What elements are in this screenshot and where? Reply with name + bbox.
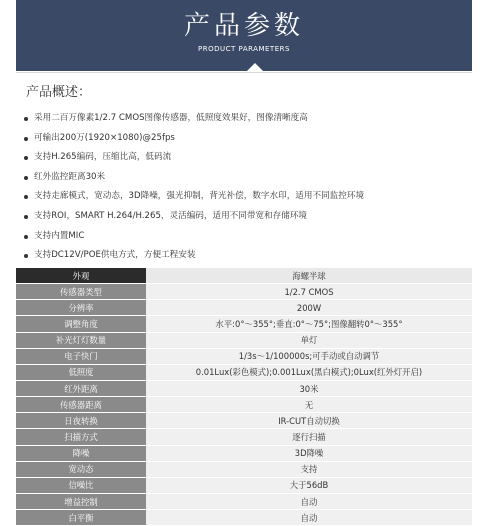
spec-key: 日夜转换 xyxy=(16,413,146,429)
overview-heading: 产品概述： xyxy=(26,85,92,100)
spec-value: 3D降噪 xyxy=(146,445,472,461)
feature-list xyxy=(22,109,472,266)
feature-item: 红外监控距离30米 xyxy=(22,168,472,188)
spec-key: 降噪 xyxy=(16,445,146,461)
divider xyxy=(16,72,472,73)
table-row xyxy=(16,445,472,461)
spec-table xyxy=(16,268,472,526)
spec-key: 白平衡 xyxy=(16,510,146,526)
feature-item: 支持内置MIC xyxy=(22,227,472,247)
table-row xyxy=(16,493,472,509)
spec-value: 1/2.7 CMOS xyxy=(146,284,472,300)
spec-key: 宽动态 xyxy=(16,461,146,477)
table-row xyxy=(16,413,472,429)
spec-key: 扫描方式 xyxy=(16,429,146,445)
page-title: 产品参数 xyxy=(183,11,304,41)
spec-value: 逐行扫描 xyxy=(146,429,472,445)
spec-key: 外观 xyxy=(16,268,146,284)
spec-value: 支持 xyxy=(146,461,472,477)
spec-key: 分辨率 xyxy=(16,300,146,316)
table-row xyxy=(16,284,472,300)
spec-key: 传感器类型 xyxy=(16,284,146,300)
table-row xyxy=(16,380,472,396)
header-banner xyxy=(16,0,472,71)
table-row xyxy=(16,268,472,284)
spec-value: 自动 xyxy=(146,493,472,509)
table-row xyxy=(16,316,472,332)
table-row xyxy=(16,477,472,493)
table-row xyxy=(16,397,472,413)
spec-value: 大于56dB xyxy=(146,477,472,493)
overview-section xyxy=(22,84,472,266)
spec-value: 水平:0°～355°;垂直:0°～75°;图像翻转0°～355° xyxy=(146,316,472,332)
spec-key: 传感器距离 xyxy=(16,397,146,413)
spec-value: 0.01Lux(彩色模式);0.001Lux(黑白模式);0Lux(红外灯开启) xyxy=(146,364,472,380)
spec-key: 增益控制 xyxy=(16,493,146,509)
table-row xyxy=(16,348,472,364)
spec-value: 1/3s～1/100000s;可手动或自动调节 xyxy=(146,348,472,364)
spec-key: 调整角度 xyxy=(16,316,146,332)
feature-item: 可输出200万(1920×1080)@25fps xyxy=(22,129,472,149)
spec-key: 补光灯灯数量 xyxy=(16,332,146,348)
table-row xyxy=(16,332,472,348)
spec-key: 低照度 xyxy=(16,364,146,380)
spec-value: 单灯 xyxy=(146,332,472,348)
spec-value: 海螺半球 xyxy=(146,268,472,284)
spec-key: 信噪比 xyxy=(16,477,146,493)
spec-key: 红外距离 xyxy=(16,380,146,396)
spec-value: 自动 xyxy=(146,510,472,526)
table-row xyxy=(16,300,472,316)
spec-key: 电子快门 xyxy=(16,348,146,364)
spec-value: 30米 xyxy=(146,380,472,396)
spec-value: 无 xyxy=(146,397,472,413)
table-row xyxy=(16,364,472,380)
table-row xyxy=(16,510,472,526)
feature-item: 支持ROI，SMART H.264/H.265，灵活编码，适用不同带宽和存储环境 xyxy=(22,207,472,227)
page-subtitle: PRODUCT PARAMETERS xyxy=(198,45,290,53)
feature-item: 支持H.265编码，压缩比高，低码流 xyxy=(22,148,472,168)
spec-value: 200W xyxy=(146,300,472,316)
table-row xyxy=(16,429,472,445)
spec-value: IR-CUT自动切换 xyxy=(146,413,472,429)
feature-item: 支持走廊模式，宽动态，3D降噪，强光抑制，背光补偿，数字水印，适用不同监控环境 xyxy=(22,187,472,207)
table-row xyxy=(16,461,472,477)
banner-notch xyxy=(246,63,264,72)
feature-item: 采用二百万像素1/2.7 CMOS图像传感器，低照度效果好，图像清晰度高 xyxy=(22,109,472,129)
feature-item: 支持DC12V/POE供电方式，方便工程安装 xyxy=(22,246,472,266)
